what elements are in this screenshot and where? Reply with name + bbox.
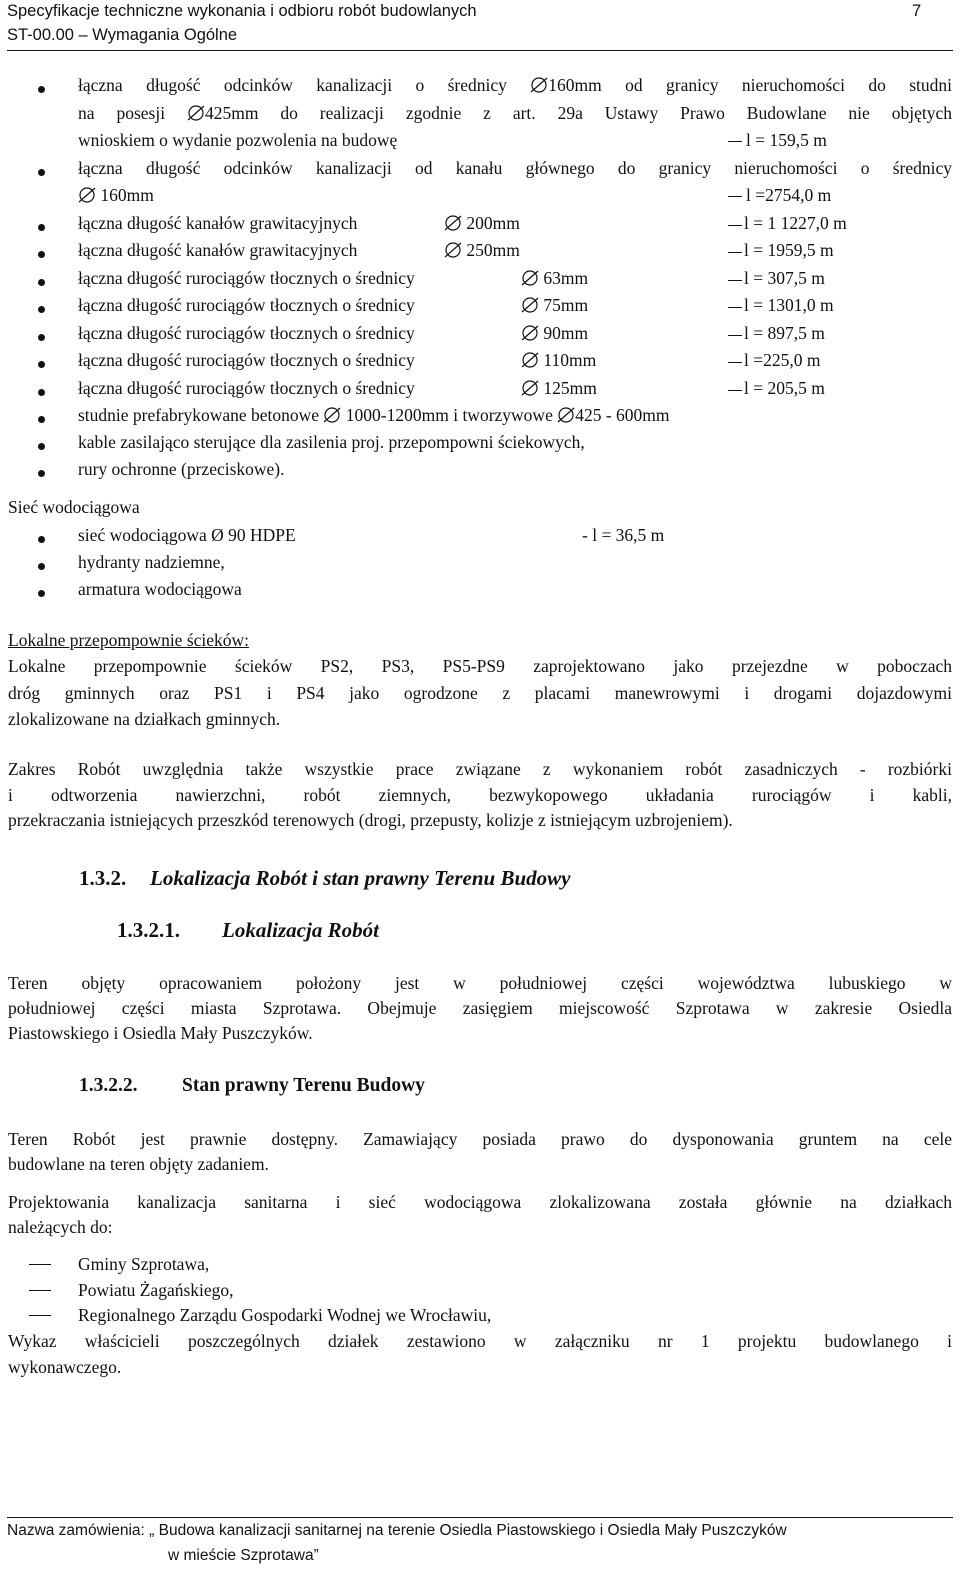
dash [728,307,742,308]
header-subtitle: ST-00.00 – Wymagania Ogólne [7,26,238,44]
diameter-icon [557,406,575,423]
paragraph-line: Projektowania kanalizacja sanitarna i sieć wodociągowa zlokalizowana została głównie na działkach [8,1192,952,1212]
list-item: kable zasilająco sterujące dla zasilenia proj. przepompowni ściekowych, [78,432,585,452]
diameter-value: 110mm [539,350,597,370]
list-item-text: na posesji 425mm do realizacji zgodnie z art. 29a Ustawy Prawo Budowlane nie objętych [78,103,952,123]
diameter-icon [521,269,539,286]
list-item-diameter [521,268,588,289]
paragraph-line: południowej części miasta Szprotawa. Obejmuje zasięgiem miejscowość Szprotawa w zakresie Osiedla [8,998,952,1018]
dash-bullet [29,1315,51,1316]
bullet [38,536,45,543]
list-item-diameter [444,240,520,261]
page-number: 7 [912,2,922,20]
length-value: l =225,0 m [744,350,821,370]
dash [728,225,742,226]
footer-line2: w mieście Szprotawa” [168,1547,319,1564]
section-title: Lokalizacja Robót i stan prawny Terenu Budowy [150,866,571,890]
paragraph-line: budowlane na teren objęty zadaniem. [8,1154,269,1174]
diameter-icon [521,379,539,396]
paragraph-line: wykonawczego. [8,1357,122,1377]
list-item-wells [78,405,670,426]
list-item-text: studnie prefabrykowane betonowe [78,405,324,425]
bullet [38,590,45,597]
list-item-text: łączna długość kanałów grawitacyjnych [78,213,358,233]
diameter-icon [530,76,548,93]
dash [728,141,742,142]
list-item [78,158,952,179]
list-item: armatura wodociągowa [78,579,242,599]
length-value: l = 307,5 m [744,268,825,288]
diameter-value: 75mm [539,295,589,315]
diameter-value: 125mm [539,378,597,398]
diameter-icon [323,406,341,423]
length-value: l = 897,5 m [744,323,825,343]
section-title: Lokalizacja Robót [222,918,379,942]
list-item-diameter [444,213,520,234]
header-rule [7,50,953,51]
list-item: sieć wodociągowa Ø 90 HDPE [78,525,296,545]
diameter-value: 63mm [539,268,589,288]
list-item-text: 425 - 600mm [557,405,669,425]
list-item-text: łączna długość rurociągów tłocznych o średnicy [78,350,415,370]
list-item-diameter [521,323,588,344]
length-value: l = 205,5 m [744,378,825,398]
bullet [38,86,45,93]
list-item: rury ochronne (przeciskowe). [78,459,285,479]
paragraph-line: Teren Robót jest prawnie dostępny. Zamawiający posiada prawo do dysponowania gruntem na cele [8,1129,952,1149]
pumps-heading: Lokalne przepompownie ścieków: [8,630,250,650]
diameter-icon [187,104,205,121]
paragraph-line: zlokalizowane na działkach gminnych. [8,709,281,729]
dash [728,280,742,281]
list-item-text: łączna długość rurociągów tłocznych o średnicy [78,378,415,398]
list-item-diameter [521,350,596,371]
list-item-cont [78,103,952,124]
list-item-text: łączna długość rurociągów tłocznych o średnicy [78,323,415,343]
bullet [38,416,45,423]
length-value: l = 1301,0 m [744,295,834,315]
section-title: Stan prawny Terenu Budowy [182,1075,425,1096]
diameter-icon [78,186,96,203]
paragraph-line: Zakres Robót uwzględnia także wszystkie prace związane z wykonaniem robót zasadniczych - rozbiórki [8,759,952,779]
list-item-diameter [521,295,588,316]
list-item-text: łączna długość odcinków kanalizacji od kanału głównego do granicy nieruchomości o średnicy [78,158,952,178]
paragraph-line: i odtworzenia nawierzchni, robót ziemnych, bezwykopowego układania rurociągów i kabli, [8,785,952,805]
list-item [78,75,952,96]
footer-rule [7,1517,953,1518]
diameter-icon [521,296,539,313]
bullet [38,361,45,368]
footer-title: „ Budowa kanalizacji sanitarnej na terenie Osiedla Piastowskiego i Osiedla Mały Puszczyków [149,1522,787,1539]
diameter-icon [521,351,539,368]
water-heading: Sieć wodociągowa [8,497,140,517]
list-item-cont: wnioskiem o wydanie pozwolenia na budowę [78,130,398,150]
bullet [38,224,45,231]
section-number: 1.3.2. [79,866,127,890]
list-item-text: łączna długość rurociągów tłocznych o średnicy [78,295,415,315]
paragraph-line: Teren objęty opracowaniem położony jest w południowej części województwa lubuskiego w [8,973,952,993]
list-item-cont: 160mm [78,185,154,206]
dash-bullet [29,1290,51,1291]
list-item: hydranty nadziemne, [78,552,225,572]
list-item-text: łączna długość rurociągów tłocznych o średnicy [78,268,415,288]
footer-label: Nazwa zamówienia: [7,1522,150,1539]
bullet [38,251,45,258]
section-number: 1.3.2.1. [117,918,180,942]
dash [728,335,742,336]
header-title: Specyfikacje techniczne wykonania i odbioru robót budowlanych [7,2,477,20]
list-item: Gminy Szprotawa, [78,1254,210,1274]
list-item: Regionalnego Zarządu Gospodarki Wodnej we Wrocławiu, [78,1305,492,1325]
paragraph-line: Lokalne przepompownie ścieków PS2, PS3, PS5-PS9 zaprojektowano jako przejezdne w poboczach [8,656,952,676]
dash [728,252,742,253]
length-value: l = 1959,5 m [744,240,834,260]
dash [728,390,742,391]
diameter-value: 200mm [462,213,520,233]
dash [728,196,742,197]
paragraph-line: przekraczania istniejących przeszkód terenowych (drogi, przepusty, kolizje z istniejącym uzbrojeniem). [8,810,733,830]
bullet [38,169,45,176]
length-value: - l = 36,5 m [582,525,665,545]
section-number: 1.3.2.2. [79,1075,138,1096]
diameter-value: 250mm [462,240,520,260]
diameter-icon [444,214,462,231]
bullet [38,389,45,396]
bullet [38,470,45,477]
diameter-value: 90mm [539,323,589,343]
dash [728,362,742,363]
bullet [38,306,45,313]
dash-bullet [29,1264,51,1265]
length-value: l =2754,0 m [746,185,832,205]
bullet [38,279,45,286]
length-value: l = 1 1227,0 m [744,213,847,233]
paragraph-line: dróg gminnych oraz PS1 i PS4 jako ogrodzone z placami manewrowymi i drogami dojazdowymi [8,683,952,703]
bullet [38,334,45,341]
list-item: Powiatu Żagańskiego, [78,1280,234,1300]
diameter-icon [521,324,539,341]
length-value: l = 159,5 m [746,130,827,150]
list-item-diameter [521,378,597,399]
footer-line [7,1522,787,1540]
paragraph-line: Wykaz właścicieli poszczególnych działek zestawiono w załączniku nr 1 projektu budowlanego i [8,1331,952,1351]
diameter-icon [444,241,462,258]
list-item-text: łączna długość odcinków kanalizacji o średnicy 160mm od granicy nieruchomości do studni [78,75,952,95]
paragraph-line: Piastowskiego i Osiedla Mały Puszczyków. [8,1023,313,1043]
list-item-text: łączna długość kanałów grawitacyjnych [78,240,358,260]
list-item-text: 1000-1200mm i tworzywowe [323,405,557,425]
paragraph-line: należących do: [8,1217,113,1237]
bullet [38,443,45,450]
bullet [38,563,45,570]
